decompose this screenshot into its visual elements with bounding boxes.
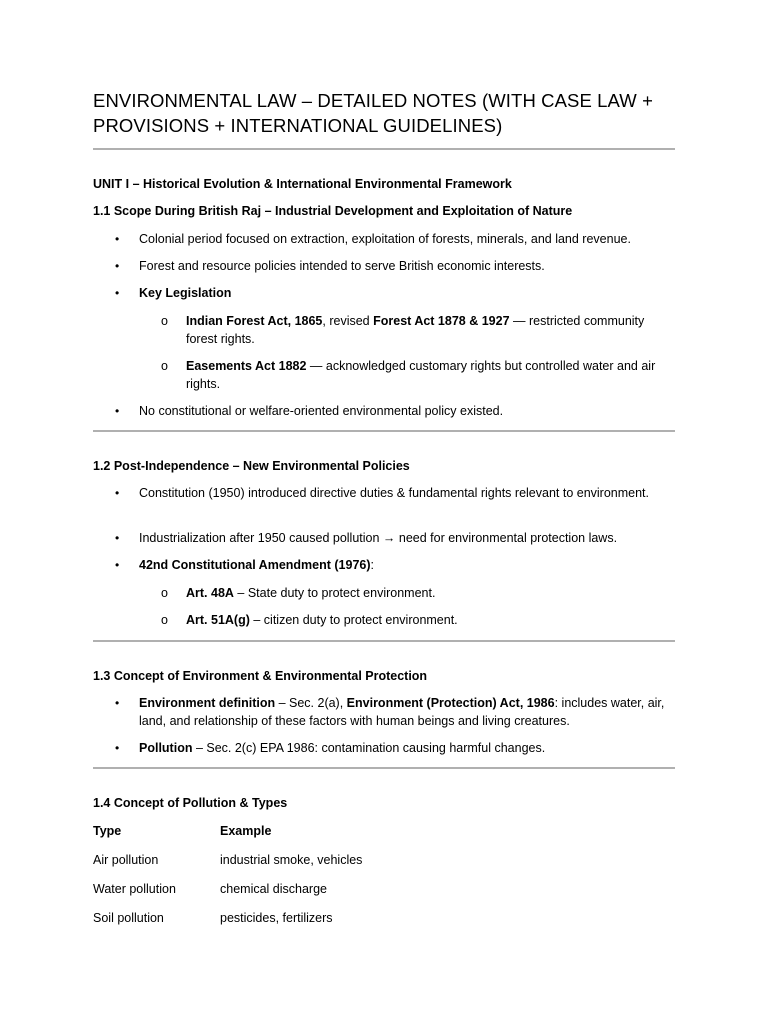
sub-bullet-glyph: o bbox=[161, 314, 168, 328]
list-item: Constitution (1950) introduced directive duties & fundamental rights relevant to environment. bbox=[139, 486, 650, 500]
text-fragment: – Sec. 2(c) EPA 1986: contamination causing harmful changes. bbox=[192, 741, 546, 755]
act-name: Forest Act 1878 & 1927 bbox=[373, 314, 510, 328]
text-fragment: – Sec. 2(a), bbox=[275, 696, 347, 710]
table-cell-type: Air pollution bbox=[93, 853, 159, 867]
bullet-glyph: • bbox=[115, 741, 120, 755]
table-header-example: Example bbox=[220, 824, 272, 838]
text-fragment: – citizen duty to protect environment. bbox=[249, 613, 458, 627]
text-fragment: , revised bbox=[322, 314, 374, 328]
text-fragment: : includes water, air, land, and relationship of these factors with human beings and living creatures. bbox=[139, 696, 665, 728]
sub-bullet-glyph: o bbox=[161, 586, 168, 600]
list-item: Colonial period focused on extraction, exploitation of forests, minerals, and land revenue. bbox=[139, 232, 631, 246]
bullet-glyph: • bbox=[115, 286, 120, 300]
text-fragment: : bbox=[370, 558, 374, 572]
table-cell-example: pesticides, fertilizers bbox=[220, 911, 333, 925]
bullet-glyph: • bbox=[115, 531, 120, 545]
list-item bbox=[139, 695, 675, 730]
bullet-glyph: • bbox=[115, 486, 120, 500]
table-header-type: Type bbox=[93, 824, 122, 838]
act-name: Indian Forest Act, 1865 bbox=[186, 314, 323, 328]
section-heading-1-3: 1.3 Concept of Environment & Environmental Protection bbox=[93, 669, 428, 683]
table-cell-example: industrial smoke, vehicles bbox=[220, 853, 363, 867]
document-title: ENVIRONMENTAL LAW – DETAILED NOTES (WITH CASE LAW + PROVISIONS + INTERNATIONAL GUIDELINES) bbox=[93, 90, 654, 136]
bullet-glyph: • bbox=[115, 259, 120, 273]
bullet-glyph: • bbox=[115, 404, 120, 418]
sub-list-item bbox=[186, 358, 675, 393]
sub-list-item bbox=[186, 313, 675, 348]
article-name: Art. 51A(g) bbox=[186, 613, 250, 627]
list-item: Key Legislation bbox=[139, 286, 232, 300]
act-name: Environment (Protection) Act, 1986 bbox=[346, 696, 555, 710]
section-heading-1-4: 1.4 Concept of Pollution & Types bbox=[93, 796, 288, 810]
sub-list-item bbox=[186, 612, 675, 630]
section-heading-1-1: 1.1 Scope During British Raj – Industrial Development and Exploitation of Nature bbox=[93, 204, 573, 218]
sub-bullet-glyph: o bbox=[161, 613, 168, 627]
text-fragment: – State duty to protect environment. bbox=[233, 586, 436, 600]
article-name: Art. 48A bbox=[186, 586, 234, 600]
list-item: Forest and resource policies intended to serve British economic interests. bbox=[139, 259, 545, 273]
table-cell-type: Water pollution bbox=[93, 882, 176, 896]
list-item: Industrialization after 1950 caused pollution → need for environmental protection laws. bbox=[139, 531, 618, 545]
table-cell-example: chemical discharge bbox=[220, 882, 327, 896]
amendment-name: 42nd Constitutional Amendment (1976) bbox=[139, 558, 371, 572]
divider bbox=[93, 430, 675, 432]
term-name: Pollution bbox=[139, 741, 193, 755]
text-fragment: — acknowledged customary rights but controlled water and air rights. bbox=[186, 359, 656, 391]
divider bbox=[93, 640, 675, 642]
unit-heading: UNIT I – Historical Evolution & International Environmental Framework bbox=[93, 177, 512, 191]
divider bbox=[93, 767, 675, 769]
bullet-glyph: • bbox=[115, 558, 120, 572]
bullet-glyph: • bbox=[115, 232, 120, 246]
section-heading-1-2: 1.2 Post-Independence – New Environmental Policies bbox=[93, 459, 410, 473]
text-fragment: — restricted community forest rights. bbox=[186, 314, 645, 346]
list-item: No constitutional or welfare-oriented environmental policy existed. bbox=[139, 404, 504, 418]
list-item bbox=[139, 740, 675, 758]
term-name: Environment definition bbox=[139, 696, 276, 710]
bullet-glyph: • bbox=[115, 696, 120, 710]
sub-list-item bbox=[186, 585, 675, 603]
table-cell-type: Soil pollution bbox=[93, 911, 164, 925]
act-name: Easements Act 1882 bbox=[186, 359, 307, 373]
divider bbox=[93, 148, 675, 150]
list-item bbox=[139, 557, 675, 575]
sub-bullet-glyph: o bbox=[161, 359, 168, 373]
